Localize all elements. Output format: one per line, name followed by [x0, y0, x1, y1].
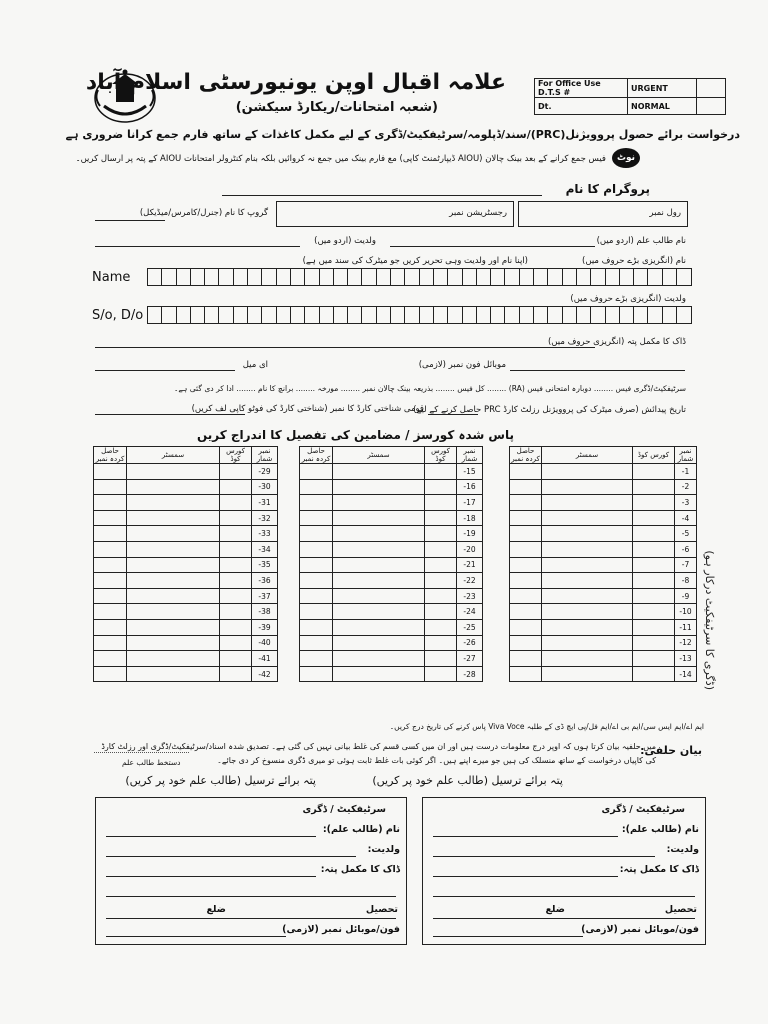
note-badge: نوٹ — [612, 148, 640, 168]
email-label: ای میل — [242, 360, 268, 370]
courses-table-left — [93, 446, 278, 682]
tehsil-district-input[interactable] — [433, 918, 695, 919]
table-row: -6 — [510, 541, 697, 557]
col-marks: حاصل کردہ نمبر — [94, 447, 127, 464]
dob-input[interactable] — [428, 414, 478, 415]
father-label: ولدیت: — [666, 844, 699, 855]
col-code: کورس کوڈ — [220, 447, 252, 464]
table-row: -15 — [300, 464, 483, 480]
declaration-line1: میں حلفیہ بیان کرتا ہوں کہ اوپر درج معلومات درست ہیں اور ان میں کسی قسم کی غلط بیانی نہیں کی گئی ہے۔ تصدیق شدہ اسناد/سرٹیفکیٹ/ڈگری اور رزلٹ کارڈ — [101, 742, 656, 751]
table-row: -30 — [94, 479, 278, 495]
table-row: -28 — [300, 666, 483, 682]
col-serial: نمبر شمار — [457, 447, 483, 464]
normal-label: NORMAL — [628, 98, 697, 115]
table-row: -39 — [94, 619, 278, 635]
roll-no-field[interactable] — [518, 201, 688, 227]
cnic-label: قومی شناختی کارڈ کا نمبر (شناختی کارڈ کی فوٹو کاپی لف کریں) — [191, 404, 424, 414]
cert-degree-label: سرٹیفکیٹ / ڈگری — [601, 804, 685, 815]
father-input[interactable] — [106, 856, 356, 857]
phone-input[interactable] — [106, 936, 286, 937]
col-marks: حاصل کردہ نمبر — [300, 447, 333, 464]
father-english-label: ولدیت (انگریزی بڑے حروف میں) — [570, 294, 686, 304]
table-row: -5 — [510, 526, 697, 542]
table-row: -13 — [510, 651, 697, 667]
application-title: درخواست برائے حصول پروویژنل(PRC)/سند/ڈپلومہ/سرٹیفکیٹ/ڈگری کے لیے مکمل کاغذات کے ساتھ فارم جمع کرانا ضروری ہے — [65, 128, 740, 141]
table-row: -35 — [94, 557, 278, 573]
postal-address-input[interactable] — [95, 347, 595, 348]
program-name-input[interactable] — [222, 195, 542, 196]
name-input[interactable] — [433, 836, 618, 837]
table-row: -31 — [94, 495, 278, 511]
table-row: -41 — [94, 651, 278, 667]
col-semester: سمسٹر — [127, 447, 220, 464]
col-serial: نمبر شمار — [252, 447, 278, 464]
table-row: -10 — [510, 604, 697, 620]
table-row: -16 — [300, 479, 483, 495]
table-row: -20 — [300, 541, 483, 557]
district-label: ضلع — [206, 904, 226, 915]
table-row: -3 — [510, 495, 697, 511]
declaration-title: بیان حلفی: — [640, 744, 702, 757]
cnic-input[interactable] — [95, 414, 245, 415]
group-name-input[interactable] — [95, 220, 165, 221]
table-row: -1 — [510, 464, 697, 480]
tehsil-district-input[interactable] — [106, 918, 396, 919]
left-address-box — [95, 797, 407, 945]
address-label: ڈاک کا مکمل پتہ: — [320, 864, 400, 875]
student-name-urdu-label: نام طالب علم (اردو میں) — [596, 236, 686, 246]
table-row: -32 — [94, 510, 278, 526]
courses-table-middle — [299, 446, 483, 682]
email-input[interactable] — [95, 370, 235, 371]
father-input[interactable] — [433, 856, 655, 857]
fee-line: سرٹیفکیٹ/ڈگری فیس ........ دوبارہ امتحانی فیس (RA) ........ کل فیس ........ بذریعہ بینک چالان نمبر ........ مورخہ ........ برانچ کا نام ........ ادا کر دی گئی ہے۔ — [173, 384, 686, 393]
address-input-2[interactable] — [106, 896, 396, 897]
right-address-box — [422, 797, 706, 945]
table-row: -17 — [300, 495, 483, 511]
left-address-title: پتہ برائے ترسیل (طالب علم خود پر کریں) — [125, 774, 316, 787]
student-name-urdu-input[interactable] — [390, 246, 595, 247]
district-label: ضلع — [545, 904, 565, 915]
col-code: کورس کوڈ — [633, 447, 675, 464]
table-row: -24 — [300, 604, 483, 620]
address-label: ڈاک کا مکمل پتہ: — [619, 864, 699, 875]
table-row: -4 — [510, 510, 697, 526]
name-box-label: Name — [92, 270, 131, 285]
col-code: کورس کوڈ — [425, 447, 457, 464]
table-row: -33 — [94, 526, 278, 542]
table-row: -40 — [94, 635, 278, 651]
father-name-urdu-label: ولدیت (اردو میں) — [314, 236, 376, 246]
program-name-label: پروگرام کا نام — [565, 182, 650, 196]
registration-no-label: رجسٹریشن نمبر — [449, 208, 507, 218]
col-serial: نمبر شمار — [675, 447, 697, 464]
mobile-label: موبائل فون نمبر (لازمی) — [418, 360, 506, 370]
viva-footnote: ایم اے/ایم ایس سی/ایم بی اے/ایم فل/پی ایچ ڈی کے طلبہ Viva Voce پاس کرنے کی تاریخ درج کریں۔ — [389, 722, 704, 731]
name-matric-note: (اپنا نام اور ولدیت وہی تحریر کریں جو میٹرک کی سند میں ہے) — [302, 256, 528, 266]
father-name-urdu-input[interactable] — [95, 246, 300, 247]
courses-title: پاس شدہ کورسز / مضامین کی تفصیل کا اندراج کریں — [196, 428, 514, 442]
address-input-1[interactable] — [433, 876, 618, 877]
urgent-checkbox[interactable] — [697, 79, 726, 98]
col-semester: سمسٹر — [542, 447, 633, 464]
phone-label: فون/موبائل نمبر (لازمی) — [282, 924, 400, 935]
father-char-boxes[interactable] — [147, 306, 692, 324]
table-row: -2 — [510, 479, 697, 495]
normal-checkbox[interactable] — [697, 98, 726, 115]
table-row: -26 — [300, 635, 483, 651]
table-row: -27 — [300, 651, 483, 667]
phone-input[interactable] — [433, 936, 583, 937]
postal-address-label: ڈاک کا مکمل پتہ (انگریزی حروف میں) — [547, 337, 686, 347]
table-row: -37 — [94, 588, 278, 604]
phone-label: فون/موبائل نمبر (لازمی) — [581, 924, 699, 935]
dob-label: تاریخ پیدائش (صرف میٹرک کی پروویژنل رزلٹ کارڈ PRC حاصل کرنے کے لیے) — [413, 405, 686, 415]
roll-no-label: رول نمبر — [649, 208, 681, 218]
table-row: -19 — [300, 526, 483, 542]
right-address-title: پتہ برائے ترسیل (طالب علم خود پر کریں) — [372, 774, 563, 787]
table-row: -29 — [94, 464, 278, 480]
table-row: -8 — [510, 573, 697, 589]
name-input[interactable] — [106, 836, 316, 837]
name-english-label: نام (انگریزی بڑے حروف میں) — [582, 256, 686, 266]
tehsil-label: تحصیل — [365, 904, 398, 915]
university-name: علامہ اقبال اوپن یونیورسٹی اسلام آباد — [85, 70, 506, 95]
table-row: -38 — [94, 604, 278, 620]
name-label: نام (طالب علم): — [621, 824, 699, 835]
courses-table-right — [509, 446, 697, 682]
signature-input[interactable] — [94, 752, 189, 753]
table-row: -22 — [300, 573, 483, 589]
registration-no-field[interactable] — [276, 201, 514, 227]
note-text: فیس جمع کرانے کے بعد بینک چالان (AIOU ڈیپارٹمنٹ کاپی) مع فارم بینک میں جمع نہ کروائیں بلکہ بنام کنٹرولر امتحانات AIOU کے پتہ پر ارسال کریں۔ — [75, 154, 606, 164]
declaration-line2: کی کاپیاں درخواست کے ساتھ منسلک کی ہیں جو میرے اپنے ہیں۔ اگر کوئی بات غلط ثابت ہوئی تو میری ڈگری منسوخ کر دی جائے۔ — [217, 756, 656, 765]
col-marks: حاصل کردہ نمبر — [511, 447, 540, 463]
table-row: -34 — [94, 541, 278, 557]
table-row: -18 — [300, 510, 483, 526]
table-row: -23 — [300, 588, 483, 604]
signature-label: دستخط طالب علم — [122, 758, 181, 767]
father-label: ولدیت: — [367, 844, 400, 855]
office-use-label: For Office Use D.T.S # — [535, 79, 628, 98]
department-label: (شعبہ امتحانات/ریکارڈ سیکشن) — [235, 100, 438, 115]
tehsil-label: تحصیل — [664, 904, 697, 915]
name-label: نام (طالب علم): — [322, 824, 400, 835]
col-semester: سمسٹر — [333, 447, 425, 464]
name-char-boxes[interactable] — [147, 268, 692, 286]
group-name-label: گروپ کا نام (جنرل/کامرس/میڈیکل) — [139, 208, 268, 218]
table-row: -25 — [300, 619, 483, 635]
table-row: -9 — [510, 588, 697, 604]
table-row: -12 — [510, 635, 697, 651]
urgent-label: URGENT — [628, 79, 697, 98]
table-row: -7 — [510, 557, 697, 573]
address-input-1[interactable] — [106, 876, 316, 877]
table-row: -42 — [94, 666, 278, 682]
address-input-2[interactable] — [433, 896, 695, 897]
office-use-box — [534, 78, 726, 115]
so-do-label: S/o, D/o — [92, 308, 144, 323]
mobile-input[interactable] — [510, 370, 685, 371]
table-row: -36 — [94, 573, 278, 589]
cert-degree-label: سرٹیفکیٹ / ڈگری — [302, 804, 386, 815]
side-handwritten-note: (ڈگری کا سرٹیفکیٹ درکار ہو) — [703, 550, 716, 690]
table-row: -11 — [510, 619, 697, 635]
table-row: -14 — [510, 666, 697, 682]
dt-label: Dt. — [535, 98, 628, 115]
table-row: -21 — [300, 557, 483, 573]
